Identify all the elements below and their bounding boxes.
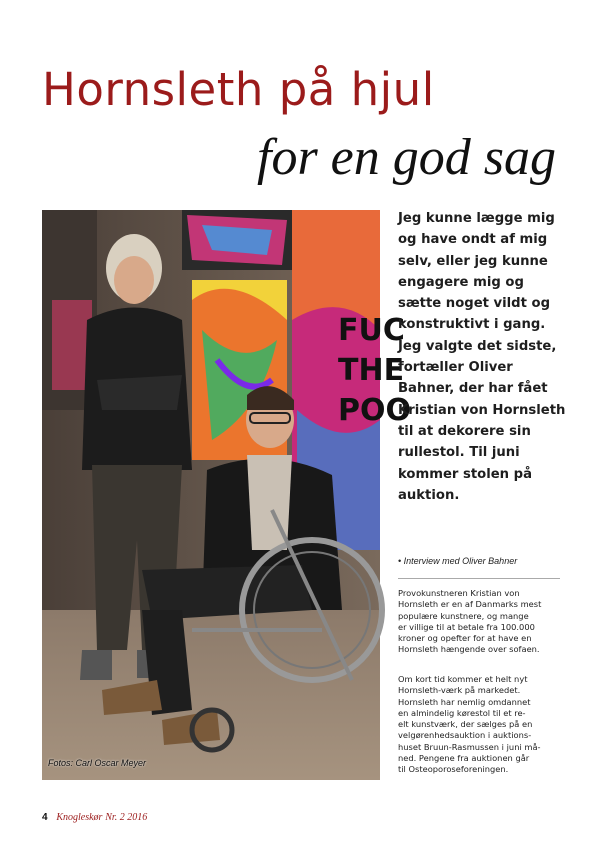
body-line: huset Bruun-Rasmussen i juni må- — [398, 741, 541, 752]
lead-line: fortæller Oliver — [398, 360, 513, 376]
lead-line: auktion. — [398, 487, 460, 503]
page-number: 4 — [42, 812, 48, 823]
lead-line: Bahner, der har fået — [398, 381, 548, 397]
body-line: kroner og opefter for at have en — [398, 633, 532, 644]
svg-text:POO: POO — [338, 393, 411, 428]
lead-line: Jeg valgte det sidste, — [398, 338, 557, 354]
lead-line: og have ondt af mig — [398, 232, 548, 248]
lead-line: konstruktivt i gang. — [398, 317, 546, 333]
issue-number: Nr. 2 2016 — [105, 812, 148, 823]
svg-text:THE: THE — [338, 353, 405, 388]
body-line: Provokunstneren Kristian von — [398, 588, 520, 598]
svg-text:FUC: FUC — [338, 313, 405, 348]
lead-line: Jeg kunne lægge mig — [398, 211, 555, 226]
lead-paragraph — [398, 208, 573, 506]
lead-line: kommer stolen på — [398, 466, 532, 482]
lead-line: engagere mig og — [398, 274, 524, 290]
photo-illustration — [42, 210, 411, 780]
body-line: er villige til at betale fra 100.000 — [398, 621, 535, 632]
lead-line: sætte noget vildt og — [398, 296, 551, 312]
body-line: en almindelig kørestol til et re- — [398, 707, 526, 718]
article-photo — [42, 210, 411, 780]
body-line: ned. Pengene fra auktionen går — [398, 753, 530, 764]
headline: Hornsleth på hjul — [42, 63, 435, 116]
body-line: Hornsleth hængende over sofaen. — [398, 644, 540, 655]
magazine-name: Knogleskør — [56, 812, 103, 823]
body-paragraph-2 — [398, 674, 560, 776]
body-line: Om kort tid kommer et helt nyt — [398, 674, 528, 684]
lead-line: til at dekorere sin — [398, 423, 531, 439]
lead-line: rullestol. Til juni — [398, 445, 520, 461]
divider — [398, 578, 560, 579]
body-paragraph-1 — [398, 588, 560, 656]
photo-credit: Fotos: Carl Oscar Meyer — [48, 758, 147, 768]
body-line: Hornsleth har nemlig omdannet — [398, 696, 531, 707]
body-line: Hornsleth-værk på markedet. — [398, 685, 521, 696]
lead-line: selv, eller jeg kunne — [398, 253, 548, 269]
body-line: til Osteoporoseforeningen. — [398, 764, 509, 775]
interview-byline: • Interview med Oliver Bahner — [398, 556, 518, 566]
body-line: velgørenhedsauktion i auktions- — [398, 730, 532, 741]
body-line: populære kunstnere, og mange — [398, 610, 529, 621]
body-line: elt kunstværk, der sælges på en — [398, 719, 533, 730]
body-line: Hornsleth er en af Danmarks mest — [398, 599, 542, 610]
lead-line: Kristian von Hornsleth — [398, 402, 566, 418]
subheadline: for en god sag — [257, 129, 556, 186]
page-footer — [42, 812, 147, 823]
